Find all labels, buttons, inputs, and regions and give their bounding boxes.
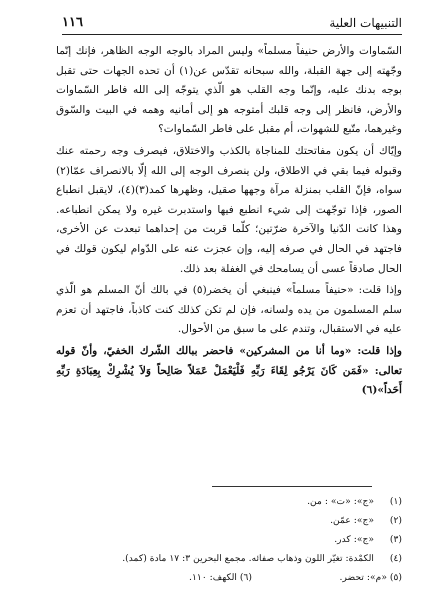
paragraph: وإيّاك أن يكون مفاتحتك للمناجاة بالكذب والاختلاق، فيصرف وجه رحمته عنك وقبوله فيما بقي في الاطلاق، ولن ينصرف الوجه إلى الله إلّا بالانصراف عمّا(٢) سواه، فإنّ القلب بمنزلة مرآة وجهها صقيل، وظهرها كمد(٣)(٤)، لايقبل انطباع الصور، فإذا توجّهت إلى شيء انطبع فيها واستدبرت غيره ولا يمكن انطباعه. وهذا كانت الدّنيا والآخرة ضرّتين؛ كلّما قربت من إحداهما تبعدت عن الأخرى، فاجتهد في الحال في صرفه إليه، وإن عجزت عنه على الدّوام ليكون قولك في الحال صادقاً عسى أن يسامحك في الغفلة بعد ذلك. <box>56 144 402 275</box>
footnote-pair <box>62 568 402 587</box>
main-text <box>56 42 402 401</box>
footnotes <box>62 492 402 587</box>
paragraph-quran: وإذا قلت: «وما أنا من المشركين» فاحضر ببالك الشّرك الخفيّ، وأنّ قوله تعالى: «فَمَن كَانَ يَرْجُو لِقَاءَ رَبِّهِ فَلْيَعْمَلْ عَمَلاً صَالِحاً وَلاَ يُشْرِكْ بِعِبَادَةِ رَبِّهِ أَحَداً»(٦) <box>56 344 402 397</box>
header-rule <box>62 34 402 35</box>
footnote-text: «ج»: كدر. <box>334 534 374 545</box>
footnote-text: «م»: تحضر. <box>339 572 387 583</box>
footnote <box>102 568 252 587</box>
footnote <box>62 511 402 530</box>
running-header <box>62 10 402 30</box>
footnote <box>62 492 402 511</box>
footnote <box>62 530 402 549</box>
footnote-text: الكمْدة: تغيّر اللون وذهاب صفائه. مجمع البحرين ٣: ١٧ مادة (كمد). <box>122 553 374 564</box>
footnote-number: (٢) <box>389 515 402 526</box>
footnote-text: «ج»: «ت» : من. <box>307 496 374 507</box>
footnote <box>252 568 402 587</box>
footnote <box>62 549 402 568</box>
page-number: ١١٦ <box>62 15 83 30</box>
paragraph: السّماوات والأرض حنيفاً مسلماً» وليس المراد بالوجه الوجه الظاهر، فإنك إنّما وجّهته إلى جهة القبلة، والله سبحانه تقدّس عن(١) أن تحده الجهات حتى تقبل بوجه بدنك عليه، وإنّما وجه القلب هو الّذي يتوجّه إلى الله فاطر السّماوات والأرض، فانظر إلى وجه قلبك أمتوجه هو إلى أمانيه وهمه في البيت والسّوق وغيرهما، متّبع للشهوات، أم مقبل على فاطر السّماوات؟ <box>56 45 402 136</box>
footnote-separator <box>212 486 372 487</box>
footnote-text: «ج»: عمّن. <box>330 515 374 526</box>
footnote-number: (٣) <box>389 534 402 545</box>
running-title: التنبيهات العلية <box>329 16 402 30</box>
paragraph: وإذا قلت: «حنيفاً مسلماً» فينبغي أن يخضر(٥) في بالك أنّ المسلم هو الّذي سلم المسلمون من يده ولسانه، فإن لم تكن كذلك كنت كاذباً، فاجتهد أن تعزم عليه في الاستقبال، وتندم على ما سبق من الأحوال. <box>56 284 402 336</box>
footnote-number: (٦) <box>239 572 252 583</box>
footnote-number: (٥) <box>389 572 402 583</box>
footnote-text: الكهف: ١١٠. <box>189 572 237 583</box>
footnote-number: (٤) <box>389 553 402 564</box>
footnote-number: (١) <box>389 496 402 507</box>
